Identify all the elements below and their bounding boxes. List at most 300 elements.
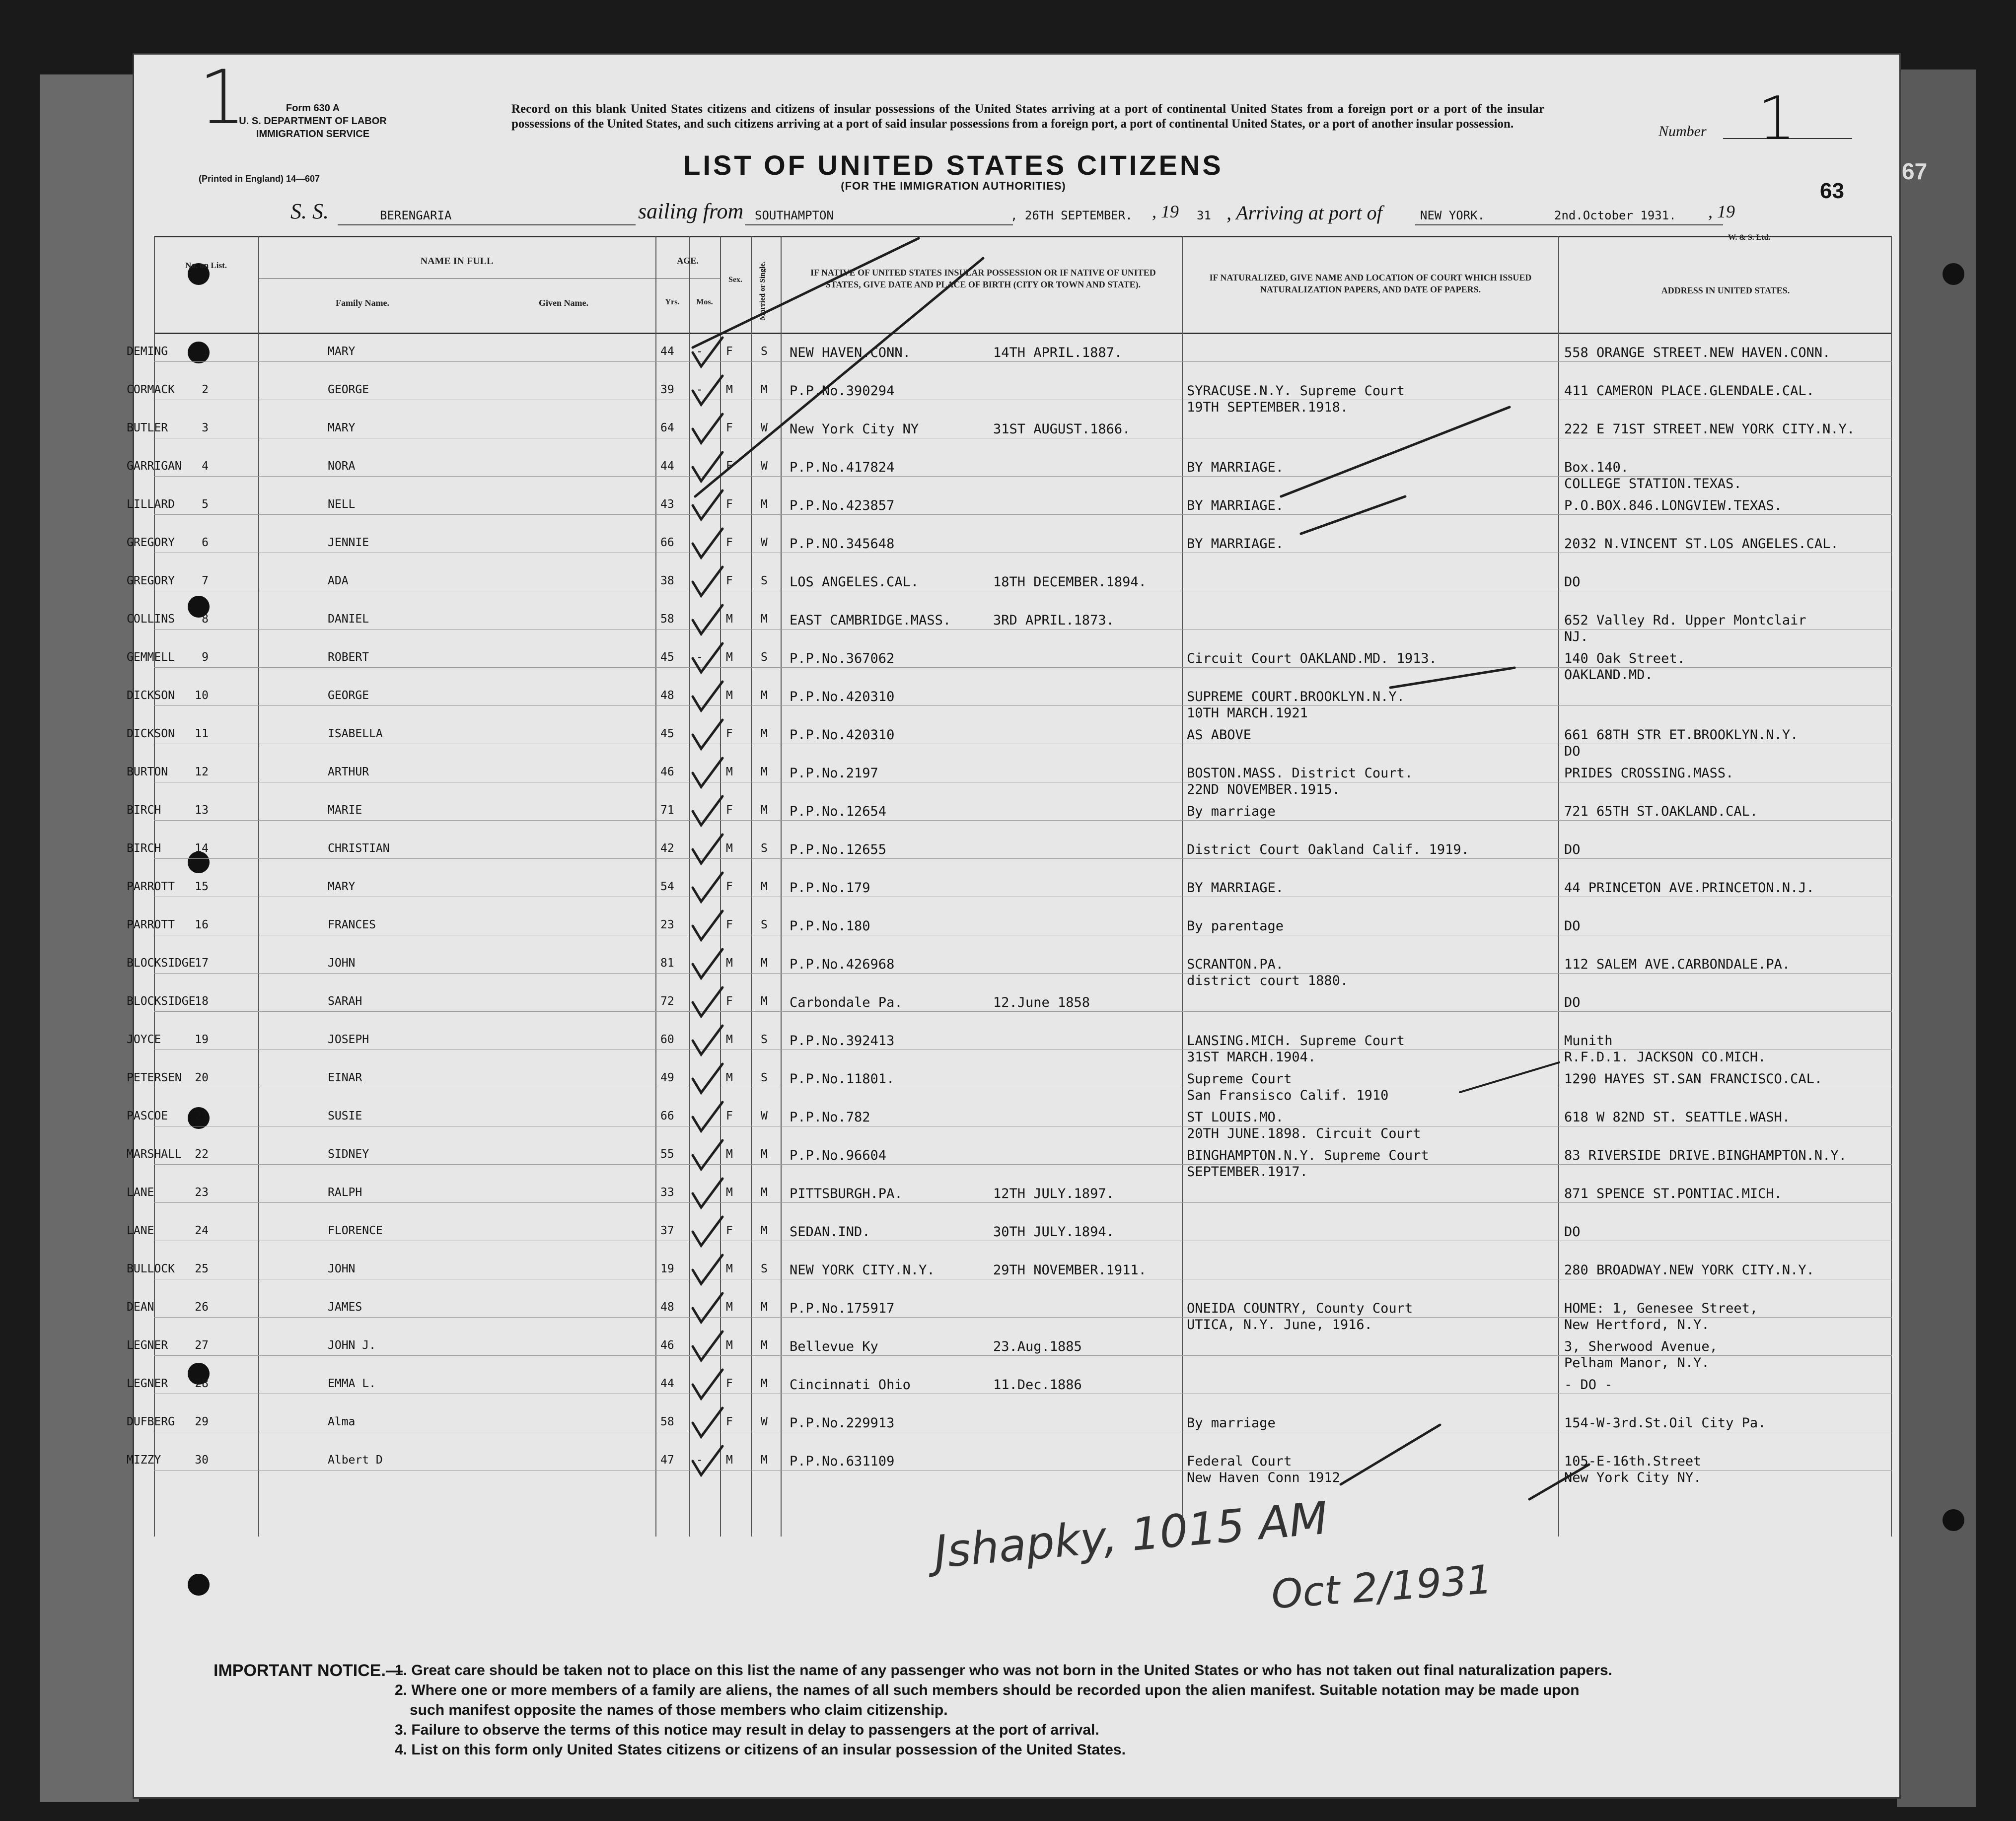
row-number: 5	[202, 498, 209, 511]
family-name: LEGNER	[127, 1339, 168, 1352]
family-name: BUTLER	[127, 421, 168, 434]
birth-place: P.P.No.12654	[790, 804, 887, 819]
col-header-no: No. on List.	[185, 261, 227, 270]
inspection-date: Oct 2/1931	[1270, 1556, 1494, 1618]
address-line1: 140 Oak Street.	[1564, 651, 1685, 666]
row-number: 22	[195, 1148, 209, 1161]
sex: M	[726, 1339, 733, 1352]
birth-place: LOS ANGELES.CAL.	[790, 574, 919, 590]
notice-item: 2. Where one or more members of a family are aliens, the names of all such members should be recorded upon the alien manifest. Suitable notation may be made upon	[395, 1682, 1580, 1698]
check-mark	[693, 796, 722, 825]
given-name: GEORGE	[328, 689, 369, 702]
marital-status: S	[761, 1071, 768, 1084]
birth-place: P.P.No.631109	[790, 1454, 895, 1469]
check-mark	[693, 987, 722, 1016]
age-years: 44	[660, 345, 674, 358]
address-line1: 83 RIVERSIDE DRIVE.BINGHAMPTON.N.Y.	[1564, 1148, 1847, 1163]
age-years: 46	[660, 766, 674, 778]
birth-date: 12TH JULY.1897.	[993, 1186, 1114, 1201]
marital-status: W	[761, 536, 768, 549]
given-name: Alma	[328, 1415, 356, 1428]
sex: M	[726, 1454, 733, 1467]
family-name: GARRIGAN	[127, 460, 182, 473]
sex: M	[726, 613, 733, 626]
age-years: 45	[660, 727, 674, 740]
sex: M	[726, 842, 733, 855]
family-name: BLOCKSIDGE	[127, 957, 196, 970]
check-mark	[693, 414, 722, 443]
marital-status: M	[761, 995, 768, 1008]
address-line1: 1290 HAYES ST.SAN FRANCISCO.CAL.	[1564, 1071, 1823, 1087]
row-number: 23	[195, 1186, 209, 1199]
row-number: 10	[195, 689, 209, 702]
age-years: 46	[660, 1339, 674, 1352]
given-name: JAMES	[328, 1301, 362, 1314]
check-mark	[693, 1255, 722, 1284]
naturalization-line1: SUPREME COURT.BROOKLYN.N.Y.	[1187, 689, 1405, 704]
birth-place: P.P.No.390294	[790, 383, 895, 399]
address-line1: DO	[1564, 995, 1581, 1010]
age-months: -	[696, 383, 703, 396]
naturalization-line2: San Fransisco Calif. 1910	[1187, 1088, 1389, 1103]
check-mark	[693, 835, 722, 863]
year-suffix: 31	[1197, 209, 1211, 222]
check-mark	[693, 949, 722, 978]
age-years: 54	[660, 880, 674, 893]
check-mark	[693, 1217, 722, 1246]
check-mark	[693, 1064, 722, 1093]
check-mark	[1281, 407, 1510, 496]
marital-status: M	[761, 1224, 768, 1237]
birth-place: P.P.No.782	[790, 1110, 870, 1125]
naturalization-line1: BY MARRIAGE.	[1187, 460, 1284, 475]
given-name: DANIEL	[328, 613, 369, 626]
given-name: MARY	[328, 345, 356, 358]
naturalization-line2: New Haven Conn 1912	[1187, 1470, 1340, 1485]
address-line1: DO	[1564, 842, 1581, 857]
inspector-signature: Jshapky, 1015 AM	[932, 1492, 1330, 1579]
notice-item: 4. List on this form only United States citizens or citizens of an insular possession of the United States.	[395, 1742, 1126, 1758]
col-header-birth: IF NATIVE OF UNITED STATES INSULAR POSSESSION OR IF NATIVE OF UNITED STATES, GIVE DATE AND PLACE OF BIRTH (CITY OR TOWN AND STATE).	[810, 268, 1156, 289]
ship-name: BERENGARIA	[380, 209, 452, 222]
check-mark	[1301, 496, 1405, 534]
birth-place: P.P.No.180	[790, 918, 870, 934]
marital-status: W	[761, 421, 768, 434]
departure-date: , 26TH SEPTEMBER.	[1010, 209, 1133, 222]
marital-status: M	[761, 766, 768, 778]
check-mark	[1390, 668, 1514, 688]
age-months: -	[696, 1454, 703, 1467]
age-years: 23	[660, 918, 674, 931]
birth-place: P.P.No.420310	[790, 727, 895, 743]
given-name: NORA	[328, 460, 356, 473]
col-header-age: AGE.	[677, 256, 699, 266]
birth-place: P.P.No.11801.	[790, 1071, 895, 1087]
marital-status: S	[761, 574, 768, 587]
given-name: FLORENCE	[328, 1224, 383, 1237]
naturalization-line1: LANSING.MICH. Supreme Court	[1187, 1033, 1405, 1049]
age-years: 58	[660, 1415, 674, 1428]
page-number: 63	[1820, 179, 1844, 203]
notice-item: 1. Great care should be taken not to place on this list the name of any passenger who was not born in the United States or who has not taken out final naturalization papers.	[395, 1662, 1613, 1679]
form-identifier: Form 630 A U. S. DEPARTMENT OF LABOR IMMIGRATION SERVICE	[239, 103, 387, 140]
marital-status: M	[761, 727, 768, 740]
birth-place: Carbondale Pa.	[790, 995, 903, 1010]
address-line2: NJ.	[1564, 629, 1588, 644]
sex: F	[726, 574, 733, 587]
family-name: DEMING	[127, 345, 168, 358]
address-line1: DO	[1564, 918, 1581, 934]
family-name: LILLARD	[127, 498, 175, 511]
address-line1: 280 BROADWAY.NEW YORK CITY.N.Y.	[1564, 1262, 1814, 1278]
naturalization-line1: ST LOUIS.MO.	[1187, 1110, 1284, 1125]
check-mark	[693, 238, 919, 348]
check-mark	[693, 376, 722, 405]
family-name: GREGORY	[127, 574, 175, 587]
address-line1: 661 68TH STR ET.BROOKLYN.N.Y.	[1564, 727, 1799, 743]
birth-place: P.P.No.392413	[790, 1033, 895, 1049]
naturalization-line1: Circuit Court OAKLAND.MD. 1913.	[1187, 651, 1437, 666]
sex: M	[726, 1301, 733, 1314]
arrival-date: 2nd.October 1931.	[1554, 209, 1676, 222]
check-mark	[695, 258, 983, 496]
marital-status: S	[761, 842, 768, 855]
col-header-sex: Sex.	[728, 276, 742, 284]
birth-place: New York City NY	[790, 421, 919, 437]
family-name: DUFBERG	[127, 1415, 175, 1428]
check-mark	[693, 1331, 722, 1360]
given-name: JOHN J.	[328, 1339, 376, 1352]
sex: M	[726, 651, 733, 664]
ss-label: S. S.	[290, 199, 329, 223]
sex: F	[726, 460, 733, 473]
address-line1: 105-E-16th.Street	[1564, 1454, 1702, 1469]
check-mark	[1529, 1465, 1589, 1499]
birth-date: 3RD APRIL.1873.	[993, 613, 1114, 628]
check-mark	[1341, 1425, 1440, 1484]
sex: F	[726, 345, 733, 358]
birth-place: Bellevue Ky	[790, 1339, 878, 1354]
given-name: SARAH	[328, 995, 362, 1008]
check-mark	[693, 1370, 722, 1399]
naturalization-line1: BOSTON.MASS. District Court.	[1187, 766, 1413, 781]
family-name: COLLINS	[127, 613, 175, 626]
naturalization-line1: By marriage	[1187, 804, 1276, 819]
naturalization-line1: SCRANTON.PA.	[1187, 957, 1284, 972]
given-name: SUSIE	[328, 1110, 362, 1122]
address-line2: New Hertford, N.Y.	[1564, 1317, 1710, 1332]
family-name: PARROTT	[127, 880, 175, 893]
naturalization-line1: SYRACUSE.N.Y. Supreme Court	[1187, 383, 1405, 399]
sex: F	[726, 995, 733, 1008]
given-name: ADA	[328, 574, 349, 587]
birth-place: P.P.No.420310	[790, 689, 895, 704]
naturalization-line1: By parentage	[1187, 918, 1284, 934]
marital-status: M	[761, 383, 768, 396]
printer-mark: W. & S. Ltd.	[1728, 233, 1771, 242]
family-name: JOYCE	[127, 1033, 161, 1046]
marital-status: W	[761, 1415, 768, 1428]
marital-status: S	[761, 1033, 768, 1046]
col-header-naturalized: IF NATURALIZED, GIVE NAME AND LOCATION OF COURT WHICH ISSUED NATURALIZATION PAPERS, AND DATE OF PAPERS.	[1209, 273, 1532, 294]
row-number: 27	[195, 1339, 209, 1352]
sex: M	[726, 957, 733, 970]
marital-status: M	[761, 1186, 768, 1199]
given-name: RALPH	[328, 1186, 362, 1199]
naturalization-line2: 20TH JUNE.1898. Circuit Court	[1187, 1126, 1421, 1141]
birth-place: P.P.No.426968	[790, 957, 895, 972]
birth-date: 14TH APRIL.1887.	[993, 345, 1123, 360]
marital-status: M	[761, 957, 768, 970]
address-line1: 411 CAMERON PLACE.GLENDALE.CAL.	[1564, 383, 1814, 399]
age-months: -	[696, 651, 703, 664]
age-years: 45	[660, 651, 674, 664]
marital-status: M	[761, 1339, 768, 1352]
year-prefix: , 19	[1152, 202, 1179, 221]
address-line2: OAKLAND.MD.	[1564, 667, 1653, 683]
naturalization-line1: BY MARRIAGE.	[1187, 536, 1284, 552]
age-years: 38	[660, 574, 674, 587]
check-mark	[693, 1293, 722, 1322]
birth-place: P.P.No.12655	[790, 842, 887, 857]
number-label: Number	[1658, 123, 1707, 140]
marital-status: M	[761, 1148, 768, 1161]
family-name: LANE	[127, 1224, 154, 1237]
naturalization-line2: 31ST MARCH.1904.	[1187, 1050, 1316, 1065]
naturalization-line1: By marriage	[1187, 1415, 1276, 1431]
sex: M	[726, 1148, 733, 1161]
row-number: 18	[195, 995, 209, 1008]
address-line2: COLLEGE STATION.TEXAS.	[1564, 476, 1742, 491]
address-line1: 618 W 82ND ST. SEATTLE.WASH.	[1564, 1110, 1791, 1125]
given-name: EINAR	[328, 1071, 362, 1084]
address-line1: DO	[1564, 574, 1581, 590]
naturalization-line2: SEPTEMBER.1917.	[1187, 1164, 1308, 1180]
family-name: LEGNER	[127, 1377, 168, 1390]
naturalization-line1: BINGHAMPTON.N.Y. Supreme Court	[1187, 1148, 1429, 1163]
row-number: 12	[195, 766, 209, 778]
check-mark	[693, 682, 722, 710]
family-name: BIRCH	[127, 842, 161, 855]
check-mark	[693, 529, 722, 558]
address-line2: New York City NY.	[1564, 1470, 1702, 1485]
marital-status: M	[761, 1454, 768, 1467]
arriving-label: , Arriving at port of	[1226, 202, 1382, 224]
check-mark	[693, 1140, 722, 1169]
age-years: 49	[660, 1071, 674, 1084]
sex: M	[726, 1071, 733, 1084]
row-number: 3	[202, 421, 209, 434]
check-mark	[693, 643, 722, 672]
birth-date: 11.Dec.1886	[993, 1377, 1082, 1393]
adjacent-page-number: 67	[1902, 158, 1928, 184]
marital-status: M	[761, 804, 768, 817]
marital-status: M	[761, 689, 768, 702]
address-line2: R.F.D.1. JACKSON CO.MICH.	[1564, 1050, 1766, 1065]
check-mark	[693, 1026, 722, 1054]
age-years: 47	[660, 1454, 674, 1467]
notice-item: 3. Failure to observe the terms of this notice may result in delay to passengers at the port of arrival.	[395, 1722, 1099, 1738]
row-number: 2	[202, 383, 209, 396]
given-name: FRANCES	[328, 918, 376, 931]
check-mark	[693, 758, 722, 787]
sex: M	[726, 1186, 733, 1199]
given-name: JOHN	[328, 1262, 356, 1275]
marital-status: W	[761, 460, 768, 473]
check-mark	[693, 1179, 722, 1207]
row-number: 16	[195, 918, 209, 931]
given-name: CHRISTIAN	[328, 842, 390, 855]
family-name: LANE	[127, 1186, 154, 1199]
address-line1: - DO -	[1564, 1377, 1613, 1393]
col-header-address: ADDRESS IN UNITED STATES.	[1661, 285, 1790, 295]
given-name: SIDNEY	[328, 1148, 369, 1161]
check-mark	[693, 720, 722, 749]
check-mark	[693, 605, 722, 634]
birth-date: 30TH JULY.1894.	[993, 1224, 1114, 1240]
address-line1: 558 ORANGE STREET.NEW HAVEN.CONN.	[1564, 345, 1831, 360]
naturalization-line1: BY MARRIAGE.	[1187, 498, 1284, 513]
naturalization-line2: 10TH MARCH.1921	[1187, 705, 1308, 721]
family-name: PASCOE	[127, 1110, 168, 1122]
family-name: BULLOCK	[127, 1262, 175, 1275]
address-line1: 721 65TH ST.OAKLAND.CAL.	[1564, 804, 1758, 819]
birth-date: 31ST AUGUST.1866.	[993, 421, 1131, 437]
address-line1: 871 SPENCE ST.PONTIAC.MICH.	[1564, 1186, 1782, 1201]
page-title: LIST OF UNITED STATES CITIZENS	[683, 149, 1224, 181]
birth-place: PITTSBURGH.PA.	[790, 1186, 903, 1201]
marital-status: S	[761, 918, 768, 931]
naturalization-line2: 19TH SEPTEMBER.1918.	[1187, 400, 1349, 415]
birth-place: EAST CAMBRIDGE.MASS.	[790, 613, 951, 628]
address-line1: 3, Sherwood Avenue,	[1564, 1339, 1718, 1354]
check-mark	[693, 911, 722, 940]
check-mark	[693, 567, 722, 596]
page-subtitle: (FOR THE IMMIGRATION AUTHORITIES)	[841, 180, 1066, 192]
row-number: 20	[195, 1071, 209, 1084]
given-name: MARY	[328, 880, 356, 893]
birth-place: P.P.No.175917	[790, 1301, 895, 1316]
address-line1: 652 Valley Rd. Upper Montclair	[1564, 613, 1806, 628]
address-line2: DO	[1564, 744, 1581, 759]
family-name: DICKSON	[127, 727, 175, 740]
sex: F	[726, 1377, 733, 1390]
given-name: JENNIE	[328, 536, 369, 549]
row-number: 19	[195, 1033, 209, 1046]
age-years: 37	[660, 1224, 674, 1237]
family-name: DEAN	[127, 1301, 154, 1314]
age-years: 48	[660, 1301, 674, 1314]
check-mark	[693, 1408, 722, 1437]
given-name: ARTHUR	[328, 766, 369, 778]
age-years: 44	[660, 1377, 674, 1390]
marital-status: W	[761, 1110, 768, 1122]
family-name: GREGORY	[127, 536, 175, 549]
sex: F	[726, 1110, 733, 1122]
address-line1: Munith	[1564, 1033, 1613, 1049]
sex: F	[726, 421, 733, 434]
birth-place: NEW YORK CITY.N.Y.	[790, 1262, 935, 1278]
sex: F	[726, 1415, 733, 1428]
age-years: 33	[660, 1186, 674, 1199]
age-years: 64	[660, 421, 674, 434]
sailing-label: sailing from	[638, 199, 744, 223]
address-line1: 154-W-3rd.St.Oil City Pa.	[1564, 1415, 1766, 1431]
birth-date: 29TH NOVEMBER.1911.	[993, 1262, 1147, 1278]
marital-status: M	[761, 1377, 768, 1390]
naturalization-line1: BY MARRIAGE.	[1187, 880, 1284, 896]
col-header-married: Married or Single.	[759, 261, 767, 320]
naturalization-line2: district court 1880.	[1187, 973, 1349, 988]
printed-in: (Printed in England) 14—607	[199, 174, 320, 184]
naturalization-line2: UTICA, N.Y. June, 1916.	[1187, 1317, 1372, 1332]
naturalization-line2: 22ND NOVEMBER.1915.	[1187, 782, 1340, 797]
address-line1: 2032 N.VINCENT ST.LOS ANGELES.CAL.	[1564, 536, 1839, 552]
sex: M	[726, 1033, 733, 1046]
address-line1: Box.140.	[1564, 460, 1629, 475]
sex: F	[726, 536, 733, 549]
birth-place: P.P.No.367062	[790, 651, 895, 666]
given-name: MARIE	[328, 804, 362, 817]
row-number: 13	[195, 804, 209, 817]
notice-items	[395, 1661, 1612, 1760]
birth-place: NEW HAVEN.CONN.	[790, 345, 911, 360]
age-years: 44	[660, 460, 674, 473]
age-years: 66	[660, 536, 674, 549]
address-line1: PRIDES CROSSING.MASS.	[1564, 766, 1734, 781]
family-name: PETERSEN	[127, 1071, 182, 1084]
address-line1: 222 E 71ST STREET.NEW YORK CITY.N.Y.	[1564, 421, 1855, 437]
sex: M	[726, 766, 733, 778]
age-years: 81	[660, 957, 674, 970]
family-name: CORMACK	[127, 383, 175, 396]
check-mark	[1460, 1062, 1559, 1092]
birth-place: P.P.No.423857	[790, 498, 895, 513]
family-name: BLOCKSIDGE	[127, 995, 196, 1008]
family-name: MIZZY	[127, 1454, 161, 1467]
notice-label: IMPORTANT NOTICE.—	[214, 1661, 403, 1680]
row-number: 28	[195, 1377, 209, 1390]
sex: M	[726, 689, 733, 702]
marital-status: S	[761, 345, 768, 358]
header-instructions: Record on this blank United States citizens and citizens of insular possessions of the United States arriving at a port of continental United States from a foreign port or a port of the insular possessions of the United States, and such citizens arriving at a port of said insular possessions from a foreign port, a port of continental United States, or a port of another insular possession.	[511, 102, 1544, 131]
age-years: 58	[660, 613, 674, 626]
age-years: 19	[660, 1262, 674, 1275]
address-line2: Pelham Manor, N.Y.	[1564, 1355, 1710, 1371]
given-name: JOSEPH	[328, 1033, 369, 1046]
col-header-yrs: Yrs.	[665, 298, 680, 306]
birth-place: P.P.No.179	[790, 880, 870, 896]
col-header-mos: Mos.	[696, 298, 713, 306]
row-number: 4	[202, 460, 209, 473]
port-to: NEW YORK.	[1420, 209, 1485, 222]
row-number: 30	[195, 1454, 209, 1467]
birth-place: P.P.NO.345648	[790, 536, 895, 552]
row-number: 9	[202, 651, 209, 664]
age-years: 72	[660, 995, 674, 1008]
address-line1: P.O.BOX.846.LONGVIEW.TEXAS.	[1564, 498, 1782, 513]
age-months: -	[696, 345, 703, 358]
row-number: 14	[195, 842, 209, 855]
age-years: 43	[660, 498, 674, 511]
naturalization-line1: Supreme Court	[1187, 1071, 1292, 1087]
age-years: 42	[660, 842, 674, 855]
sex: M	[726, 1262, 733, 1275]
age-years: 48	[660, 689, 674, 702]
birth-place: P.P.No.229913	[790, 1415, 895, 1431]
check-mark	[693, 338, 722, 366]
row-number: 7	[202, 574, 209, 587]
